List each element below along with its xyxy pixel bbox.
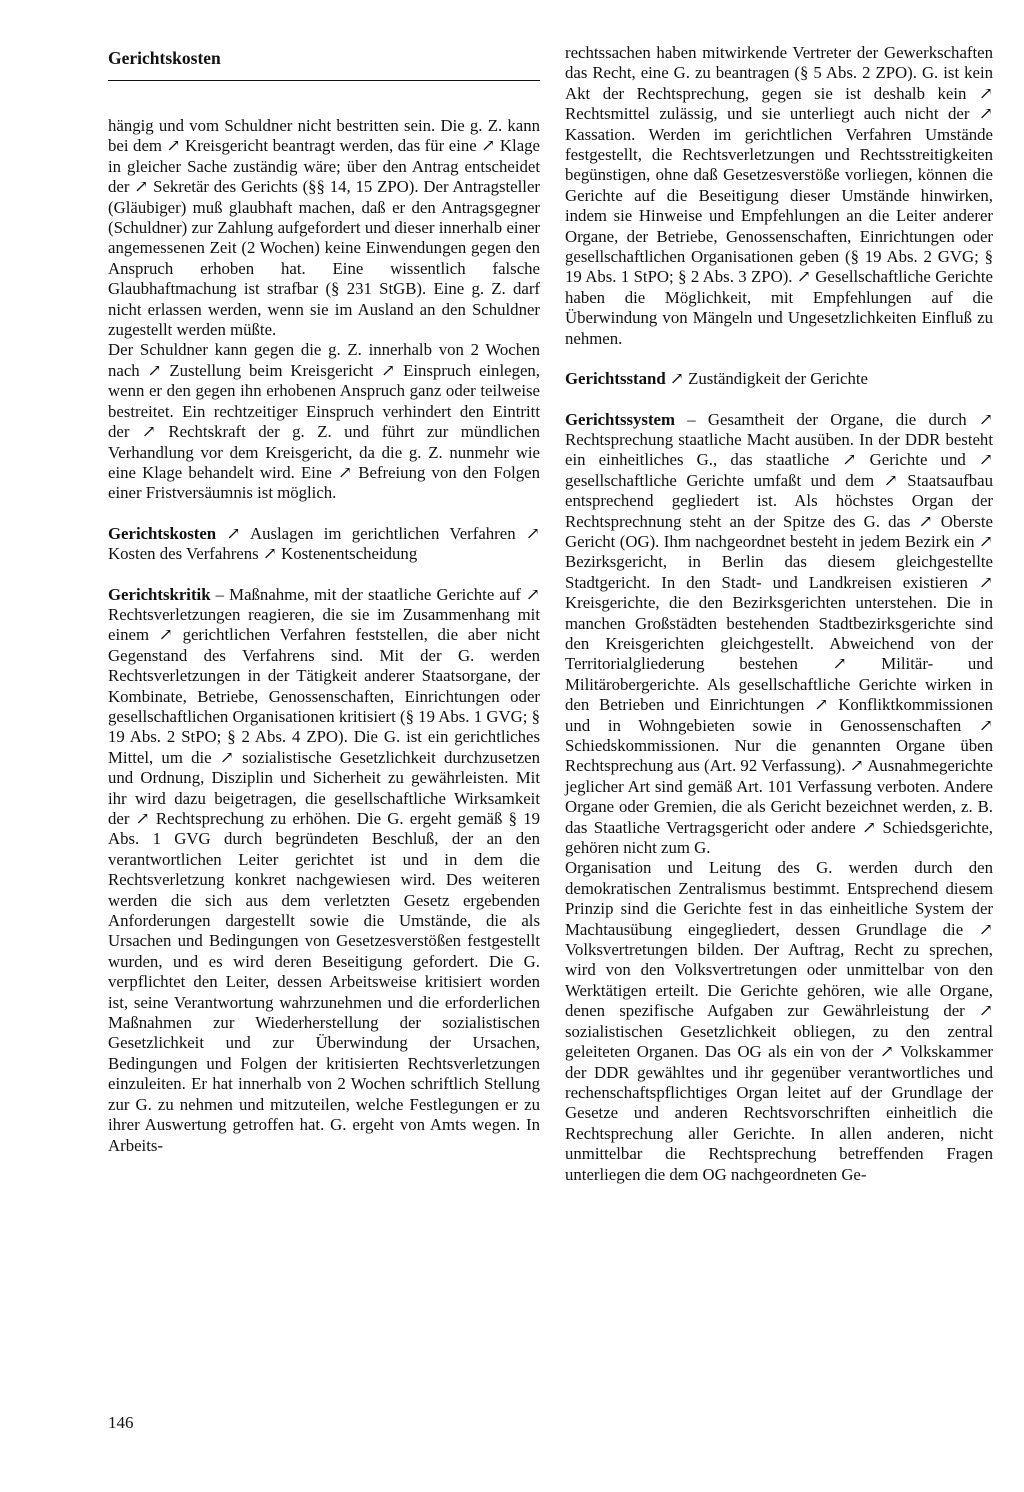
paragraph: Organisation und Leitung des G. werden durch den demokratischen Zentralismus bestimmt. Entsprechend diesem Prinzip sind die Gerichte fest in das einheitliche System der Machtausübung eingegliedert, dessen Grundlage die ↗ Volksvertretungen bilden. Der Auftrag, Recht zu sprechen, wird von den Volksvertretungen oder unmittelbar von den Werktätigen erteilt. Die Gerichte gehören, wie alle Organe, denen spezifische Aufgaben zur Gewährleistung der ↗ sozialistischen Gesetzlichkeit obliegen, zu den zentral geleiteten Organen. Das OG als ein von der ↗ Volkskammer der DDR gewähltes und ihr gegenüber verantwortliches und rechenschaftspflichtiges Organ leitet auf der Grundlage der Gesetze und anderen Rechtsvorschriften einheitlich die Rechtsprechung aller Gerichte. In allen anderen, nicht unmittelbar die Rechtsprechung betreffenden Fragen unterliegen die dem OG nachgeordneten Ge- <box>565 858 993 1184</box>
entry-text: ↗ Auslagen im gerichtlichen Verfahren ↗ Kosten des Verfahrens ↗ Kostenentscheidung <box>108 523 540 564</box>
entry-text: – Maßnahme, mit der staatliche Gerichte auf ↗ Rechtsverletzungen reagieren, die sie im Zusammenhang mit einem ↗ gerichtlichen Verfahren feststellen, die aber nicht Gegenstand des Verfahrens sind. Mit der G. werden Rechtsverletzungen in der Tätigkeit anderer Staatsorgane, der Kombinate, Betriebe, Genossenschaften, Einrichtungen oder gesellschaftlichen Organisationen kritisiert (§ 19 Abs. 1 GVG; § 19 Abs. 2 StPO; § 2 Abs. 4 ZPO). Die G. ist ein gerichtliches Mittel, um die ↗ sozialistische Gesetzlichkeit durchzusetzen und Ordnung, Disziplin und Sicherheit zu gewährleisten. Mit ihr wird dazu beigetragen, die gesellschaftliche Wirksamkeit der ↗ Rechtsprechung zu erhöhen. Die G. ergeht gemäß § 19 Abs. 1 GVG durch begründeten Beschluß, der an den verantwortlichen Leiter gerichtet ist und in dem die Rechtsverletzung konkret nachgewiesen wird. Des weiteren werden die sich aus dem verletzten Gesetz ergebenden Anforderungen dargestellt sowie die Umstände, die als Ursachen und Bedingungen von Gesetzesverstößen festgestellt wurden, und es wird deren Beseitigung gefordert. Die G. verpflichtet den Leiter, dessen Arbeitsweise kritisiert worden ist, seine Verantwortung wahrzunehmen und die erforderlichen Maßnahmen zur Wiederherstellung der sozialistischen Gesetzlichkeit und zur Überwindung der Ursachen, Bedingungen und Folgen der kritisierten Rechtsverletzungen einzuleiten. Er hat innerhalb von 2 Wochen schriftlich Stellung zur G. zu nehmen und mitzuteilen, welche Festlegungen er zu ihrer Auswertung getroffen hat. G. ergeht von Amts wegen. In Arbeits- <box>108 584 540 1155</box>
entry-term: Gerichtssystem <box>565 409 675 429</box>
entry-term: Gerichtskritik <box>108 584 211 604</box>
entry-text: – Gesamtheit der Organe, die durch ↗ Rechtsprechung staatliche Macht ausüben. In der DDR besteht ein einheitliches G., das staatliche ↗ Gerichte und ↗ gesellschaftliche Gerichte umfaßt und dem ↗ Staatsaufbau entsprechend gegliedert ist. Als höchstes Organ der Rechtsprechnung steht an der Spitze des G. das ↗ Oberste Gericht (OG). Ihm nachgeordnet besteht in jedem Bezirk ein ↗ Bezirksgericht, in Berlin das diesem gleichgestellte Stadtgericht. In den Stadt- und Landkreisen existieren ↗ Kreisgerichte, die den Bezirksgerichten unterstehen. Die in manchen Großstädten bestehenden Stadtbezirksgerichte sind den Kreisgerichten gleichgestellt. Abweichend von der Territorialgliederung bestehen ↗ Militär- und Militärobergerichte. Als gesellschaftliche Gerichte wirken in den Betrieben und Einrichtungen ↗ Konfliktkommissionen und in Wohngebieten sowie in Genossenschaften ↗ Schiedskommissionen. Nur die genannten Organe üben Rechtsprechung aus (Art. 92 Verfassung). ↗ Ausnahmegerichte jeglicher Art sind gemäß Art. 101 Verfassung verboten. Andere Organe oder Gremien, die als Gericht bezeichnet werden, z. B. das Staatliche Vertragsgericht oder andere ↗ Schiedsgerichte, gehören nicht zum G. <box>565 409 993 858</box>
header-rule <box>108 80 540 81</box>
entry-gerichtskritik <box>108 585 540 1156</box>
paragraph: Der Schuldner kann gegen die g. Z. innerhalb von 2 Wochen nach ↗ Zustellung beim Kreisgericht ↗ Einspruch einlegen, wenn er den gegen ihn erhobenen Anspruch ganz oder teilweise bestreitet. Ein rechtzeitiger Einspruch verhindert den Eintritt der ↗ Rechtskraft der g. Z. und führt zur mündlichen Verhandlung vor dem Kreisgericht, da die g. Z. nunmehr wie eine Klage behandelt wird. Eine ↗ Befreiung von den Folgen einer Fristversäumnis ist möglich. <box>108 340 540 503</box>
entry-term: Gerichtsstand <box>565 369 666 389</box>
entry-text: ↗ Zuständigkeit der Gerichte <box>665 369 869 389</box>
entry-term: Gerichtskosten <box>108 523 217 543</box>
right-column <box>565 43 993 1185</box>
entry-gerichtsstand <box>565 369 993 389</box>
entry-gerichtskosten <box>108 524 540 565</box>
running-head: Gerichtskosten <box>108 48 221 68</box>
paragraph: rechtssachen haben mitwirkende Vertreter der Gewerkschaften das Recht, eine G. zu beantragen (§ 5 Abs. 2 ZPO). G. ist kein Akt der Rechtsprechung, gegen sie ist deshalb kein ↗ Rechtsmittel zulässig, und sie unterliegt auch nicht der ↗ Kassation. Werden im gerichtlichen Verfahren Umstände festgestellt, die Rechtsverletzungen und Rechtsstreitigkeiten begünstigen, ohne daß Gesetzesverstöße vorliegen, können die Gerichte auf die Beseitigung dieser Umstände hinwirken, indem sie Hinweise und Empfehlungen an die Leiter anderer Organe, der Betriebe, Genossenschaften, Einrichtungen oder gesellschaftlichen Organisationen geben (§ 19 Abs. 2 GVG; § 19 Abs. 1 StPO; § 2 Abs. 3 ZPO). ↗ Gesellschaftliche Gerichte haben die Möglichkeit, mit Empfehlungen auf die Überwindung von Mängeln und Ungesetzlichkeiten Einfluß zu nehmen. <box>565 43 993 348</box>
page-number: 146 <box>108 1413 134 1432</box>
paragraph: hängig und vom Schuldner nicht bestritten sein. Die g. Z. kann bei dem ↗ Kreisgericht beantragt werden, das für eine ↗ Klage in gleicher Sache zuständig wäre; über den Antrag entscheidet der ↗ Sekretär des Gerichts (§§ 14, 15 ZPO). Der Antragsteller (Gläubiger) muß glaubhaft machen, daß er den Antragsgegner (Schuldner) zur Zahlung aufgefordert und dieser innerhalb einer angemessenen Zeit (2 Wochen) keine Einwendungen gegen den Anspruch erhoben hat. Eine wissentlich falsche Glaubhaftmachung ist strafbar (§ 231 StGB). Eine g. Z. darf nicht erlassen werden, wenn sie im Ausland an den Schuldner zugestellt werden müßte. <box>108 116 540 340</box>
left-column <box>108 116 540 1156</box>
entry-gerichtssystem <box>565 410 993 859</box>
